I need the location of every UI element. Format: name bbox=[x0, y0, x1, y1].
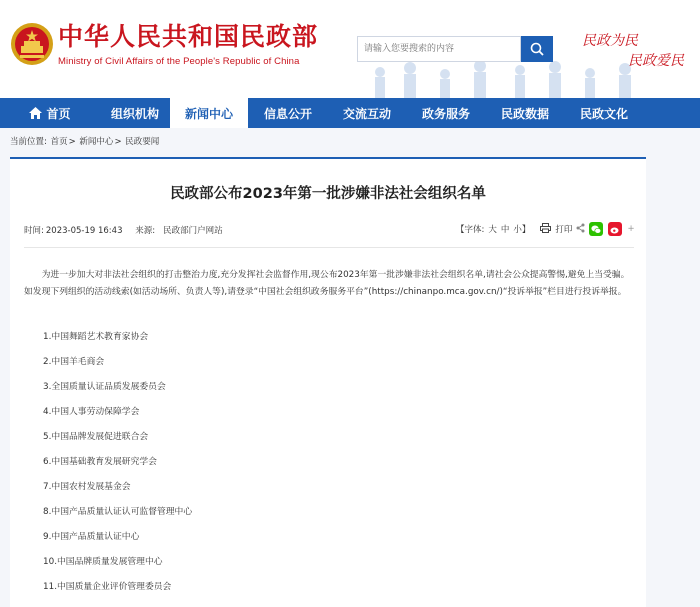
site-title[interactable]: 中华人民共和国民政部 bbox=[58, 22, 319, 51]
list-item: 8.中国产品质量认证认可监督管理中心 bbox=[43, 507, 193, 517]
nav-item-label: 新闻中心 bbox=[184, 106, 233, 121]
breadcrumb bbox=[10, 135, 160, 147]
nav-item-interaction[interactable] bbox=[328, 98, 406, 128]
nav-item-organization[interactable] bbox=[100, 98, 170, 128]
font-small-button[interactable]: 小】 bbox=[513, 225, 531, 235]
weibo-share-icon[interactable] bbox=[608, 222, 622, 236]
print-button[interactable]: 打印 bbox=[555, 225, 573, 235]
list-item: 9.中国产品质量认证中心 bbox=[43, 532, 140, 542]
article-title: 民政部公布2023年第一批涉嫌非法社会组织名单 bbox=[170, 186, 486, 202]
nav-item-home[interactable] bbox=[0, 98, 100, 128]
list-item: 1.中国舞蹈艺术教育家协会 bbox=[43, 332, 149, 342]
article-panel bbox=[10, 157, 646, 607]
list-item: 5.中国品牌发展促进联合会 bbox=[43, 432, 149, 442]
nav-item-gov-services[interactable] bbox=[406, 98, 486, 128]
share-icon[interactable] bbox=[576, 223, 585, 236]
nav-item-info-disclosure[interactable] bbox=[248, 98, 328, 128]
nav-item-label: 组织机构 bbox=[110, 106, 159, 121]
print-icon[interactable] bbox=[540, 223, 551, 236]
search-icon bbox=[530, 42, 544, 56]
slogan-line1: 民政为民 bbox=[582, 33, 638, 49]
search-box bbox=[357, 36, 521, 62]
nav-item-label: 政务服务 bbox=[421, 106, 470, 121]
search-button[interactable] bbox=[521, 36, 553, 62]
article-body: 为进一步加大对非法社会组织的打击整治力度,充分发挥社会监督作用,现公布2023年第一批涉嫌非法社会组织名单,请社会公众提高警惕,避免上当受骗。如发现下列组织的活动线索(如活动场所、负责人等),请登录“中国社会组织政务服务平台”(https://chinanpo.mca.gov.cn/)“投诉举报”栏目进行投诉举报。 bbox=[24, 270, 630, 297]
nav-item-label: 首页 bbox=[46, 106, 71, 121]
site-subtitle: Ministry of Civil Affairs of the People's Republic of China bbox=[58, 56, 300, 67]
nav-item-news-center[interactable] bbox=[170, 98, 248, 128]
article-meta bbox=[24, 224, 223, 236]
time-label: 时间: bbox=[24, 226, 44, 236]
list-item: 6.中国基础教育发展研究学会 bbox=[43, 457, 157, 467]
font-medium-button[interactable]: 中 bbox=[500, 225, 510, 235]
nav-item-label: 民政文化 bbox=[579, 106, 628, 121]
breadcrumb-separator: > bbox=[114, 137, 122, 147]
main-nav bbox=[0, 98, 700, 128]
nav-item-data[interactable] bbox=[486, 98, 564, 128]
nav-item-label: 民政数据 bbox=[500, 106, 549, 121]
people-silhouette-decoration bbox=[360, 58, 660, 98]
home-icon bbox=[29, 107, 42, 119]
breadcrumb-separator: > bbox=[68, 137, 76, 147]
list-item: 2.中国羊毛商会 bbox=[43, 357, 105, 367]
article-tools bbox=[456, 221, 639, 237]
font-large-button[interactable]: 大 bbox=[488, 225, 497, 235]
source-label: 来源: bbox=[135, 226, 156, 236]
list-item: 11.中国质量企业评价管理委员会 bbox=[43, 582, 172, 592]
breadcrumb-prefix: 当前位置: bbox=[10, 137, 47, 147]
time-value: 2023-05-19 16:43 bbox=[45, 226, 123, 236]
wechat-share-icon[interactable] bbox=[589, 222, 603, 236]
breadcrumb-link-ministry-news[interactable]: 民政要闻 bbox=[125, 137, 160, 147]
site-header bbox=[0, 0, 700, 98]
nav-item-label: 交流互动 bbox=[342, 106, 391, 121]
nav-item-label: 信息公开 bbox=[263, 106, 312, 121]
more-share-button[interactable]: + bbox=[627, 224, 635, 234]
source-value: 民政部门户网站 bbox=[163, 226, 223, 236]
breadcrumb-link-news[interactable]: 新闻中心 bbox=[79, 137, 114, 147]
list-item: 7.中国农村发展基金会 bbox=[43, 482, 131, 492]
slogan-line2: 民政爱民 bbox=[628, 53, 684, 69]
search-input[interactable] bbox=[358, 37, 520, 61]
nav-item-culture[interactable] bbox=[564, 98, 644, 128]
font-size-label: 【字体: bbox=[456, 225, 485, 235]
list-item: 10.中国品牌质量发展管理中心 bbox=[43, 557, 163, 567]
org-list bbox=[43, 325, 192, 600]
divider bbox=[24, 247, 634, 248]
list-item: 4.中国人事劳动保障学会 bbox=[43, 407, 140, 417]
list-item: 3.全国质量认证品质发展委员会 bbox=[43, 382, 166, 392]
breadcrumb-link-home[interactable]: 首页 bbox=[50, 137, 68, 147]
national-emblem-icon[interactable] bbox=[10, 22, 54, 66]
